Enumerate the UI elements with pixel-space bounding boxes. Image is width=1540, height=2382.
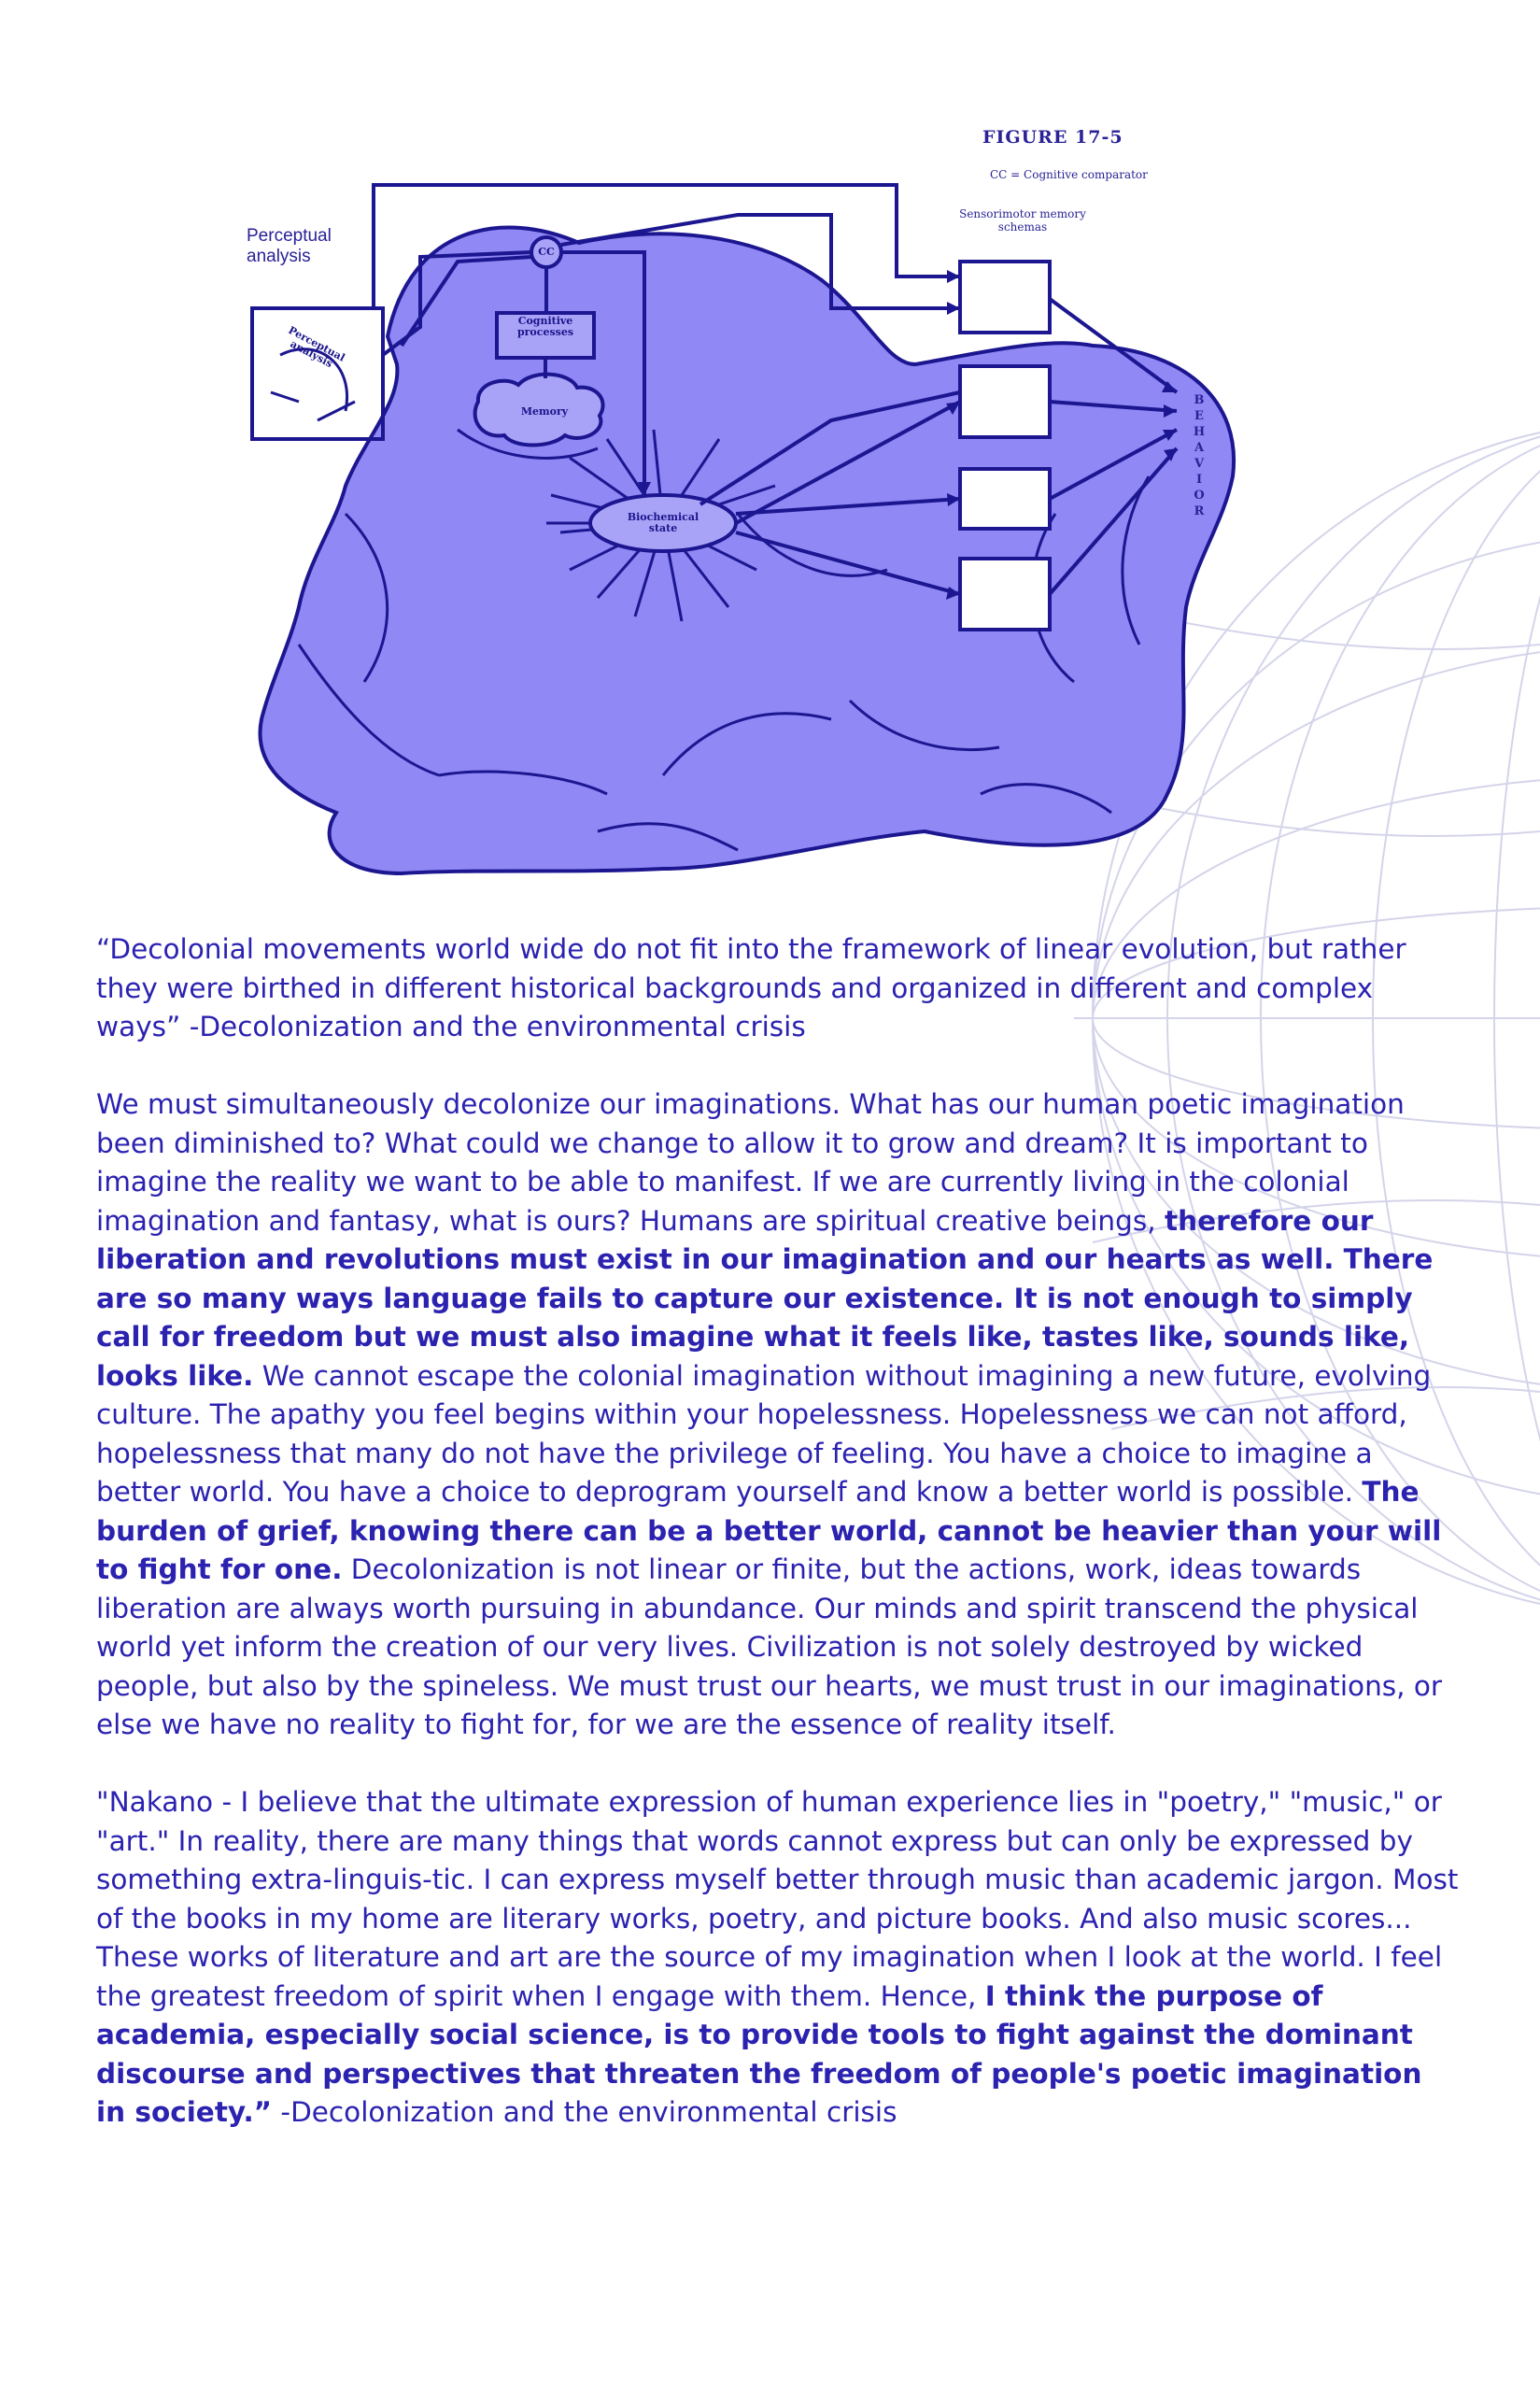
quote2-text-1: "Nakano - I believe that the ultimate expression of human experience lies in "poetry," "music," or "art." In reality, there are many things that words cannot express but can only be expressed by something extra-linguis-tic. I can express myself better through music than academic jargon. Most of the books in my home are literary works, poetry, and picture books. And also music scores... These works of literature and art are the source of my imagination when I look at the world. I feel the greatest freedom of spirit when I engage with them. Hence, (96, 1786, 1459, 2012)
essay-paragraph (96, 1085, 1460, 1745)
essay-bold-2: The burden of grief, knowing there can be a better world, cannot be heavier than your will to fight for one. (96, 1476, 1442, 1585)
sensorimotor-memory-label: Sensorimotor memory schemas (959, 207, 1086, 234)
memory-label: Memory (520, 405, 569, 418)
essay-text-2: We cannot escape the colonial imagination without imagining a new future, evolving culture. The apathy you feel begins within your hopelessness. Hopelessness we can not afford, hopelessness that many do not have the privilege of feeling. You have a choice to imagine a better world. You have a choice to deprogram yourself and know a better world is possible. (96, 1359, 1432, 1508)
quote-paragraph-1: “Decolonial movements world wide do not fit into the framework of linear evolution, but rather they were birthed in different historical backgrounds and organized in different and complex ways” -Decolonization and the environmental crisis (96, 933, 1406, 1042)
perceptual-analysis-inner-label: Perceptual analysis (286, 323, 347, 371)
figure-legend: CC = Cognitive comparator (990, 168, 1148, 181)
cc-label: CC (538, 246, 555, 258)
biochemical-state-label: Biochemical state (627, 511, 699, 534)
body-text (96, 930, 1460, 2171)
perceptual-analysis-label: Perceptual analysis (247, 226, 332, 266)
behavior-label: BEHAVIOR (1193, 393, 1206, 518)
essay-text-1: We must simultaneously decolonize our imaginations. What has our human poetic imagination been diminished to? What could we change to allow it to grow and dream? It is important to imagine the reality we want to be able to manifest. If we are currently living in the colonial imagination and fantasy, what is ours? Humans are spiritual creative beings, (96, 1088, 1405, 1237)
figure-title: FIGURE 17-5 (982, 127, 1123, 148)
essay-text-3: Decolonization is not linear or finite, but the actions, work, ideas towards liberation are always worth pursuing in abundance. Our minds and spirit transcend the physical world yet inform the creation of our very lives. Civilization is not solely destroyed by wicked people, but also by the spineless. We must trust our hearts, we must trust in our imaginations, or else we have no reality to fight for, for we are the essence of reality itself. (96, 1553, 1443, 1740)
essay-bold-1: therefore our liberation and revolutions must exist in our imagination and our hearts as well. There are so many ways language fails to capture our existence. It is not enough to simply call for freedom but we must also imagine what it feels like, tastes like, sounds like, looks like. (96, 1204, 1434, 1392)
quote2-bold-1: I think the purpose of academia, especially social science, is to provide tools to fight against the dominant discourse and perspectives that threaten the freedom of people's poetic imagination in society.” (96, 1979, 1422, 2128)
quote-paragraph-2 (96, 1783, 1460, 2133)
quote2-attribution: -Decolonization and the environmental crisis (272, 2096, 897, 2128)
cognitive-processes-label: Cognitive processes (516, 315, 574, 338)
